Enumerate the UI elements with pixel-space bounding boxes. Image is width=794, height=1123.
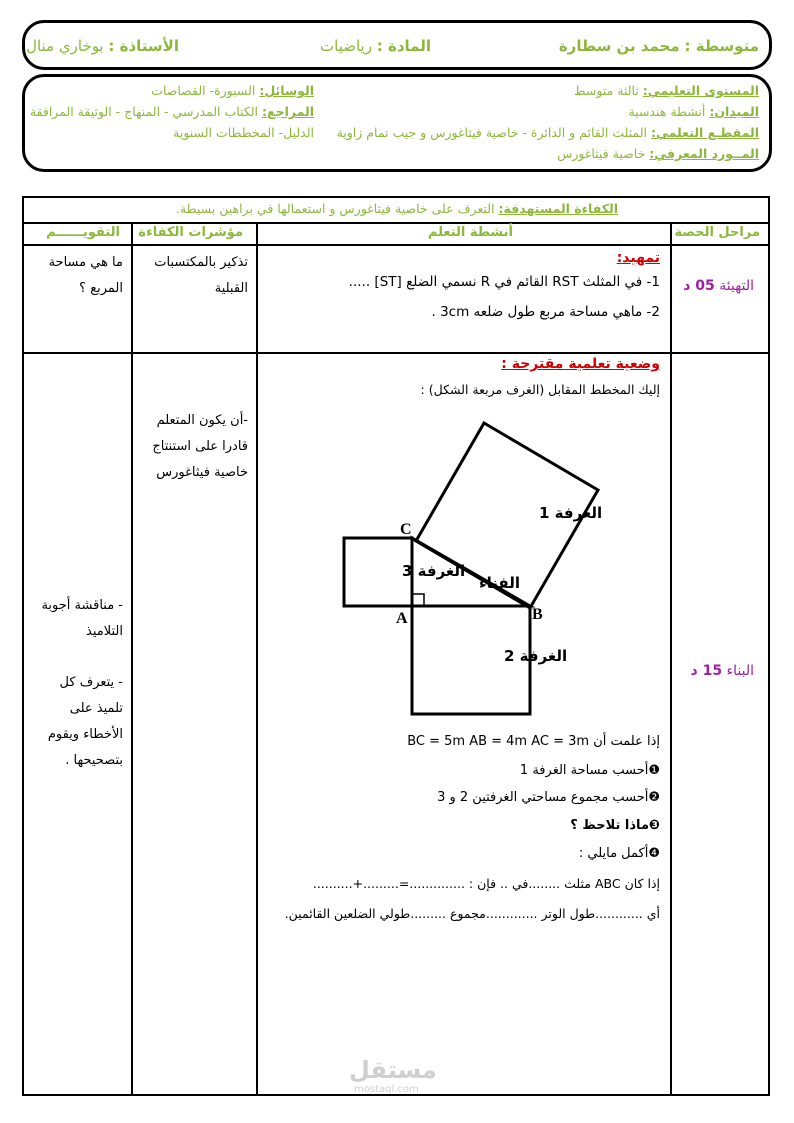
vertex-c: C xyxy=(400,521,412,538)
evaluation-build-1: - مناقشة أجوبة التلاميذ xyxy=(41,598,123,639)
indicator-warmup: تذكير بالمكتسبات القبلية xyxy=(154,255,248,296)
question-1: ❶أحسب مساحة الغرفة 1 xyxy=(519,763,660,778)
col-stages: مراحل الحصة xyxy=(674,225,760,240)
references: المراجع: الكتاب المدرسي - المنهاج - الوثيقة المرافقة xyxy=(29,104,314,119)
watermark-arabic: مستقل xyxy=(349,1056,437,1084)
room1-label: الغرفة 1 xyxy=(539,504,603,522)
fill-line-2: أي ............طول الوتر .............مجموع .........طولي الضلعين القائمين. xyxy=(284,906,660,921)
question-4: ❹أكمل مايلي : xyxy=(578,846,660,861)
warmup-title: تمهيد: xyxy=(616,250,660,266)
tools: الوسائل: السبورة- القصاصات xyxy=(151,83,314,98)
situation-title: وضعية تعلمية مقترحة : xyxy=(501,356,660,372)
guide: الدليل- المخططات السنوية xyxy=(173,125,314,140)
warmup-line2: 2- ماهي مساحة مربع طول ضلعه 3cm . xyxy=(431,304,660,320)
pythagoras-figure xyxy=(324,408,644,728)
col-evaluation: التقويــــــم xyxy=(46,225,120,240)
watermark-latin: mostaql.com xyxy=(354,1084,419,1095)
lesson-table xyxy=(22,196,770,1096)
evaluation-build-2: - يتعرف كل تلميذ على الأخطاء ويقوم بتصحيحها . xyxy=(47,675,123,768)
competence: الكفاءة المستهدفة: التعرف على خاصية فيثاغورس و استعمالها في براهين بسيطة. xyxy=(175,201,618,216)
fill-line-1: إذا كان ABC مثلث ........في .. فإن : ..............=.........+.......... xyxy=(312,876,660,891)
situation-intro: إليك المخطط المقابل (الغرف مربعة الشكل) : xyxy=(420,382,660,397)
resource: المــورد المعرفي: خاصية فيثاغورس xyxy=(557,146,759,161)
level: المستوى التعليمي: ثالثة متوسط xyxy=(574,83,759,98)
room3-label: الغرفة 3 xyxy=(402,562,466,580)
subject: المادة : رياضيات xyxy=(320,37,431,55)
courtyard-label: الفناء xyxy=(479,574,520,592)
given-lengths: إذا علمت أن BC = 5m AB = 4m AC = 3m xyxy=(407,734,660,749)
vertex-a: A xyxy=(396,610,408,627)
stage-warmup: التهيئة 05 د xyxy=(683,278,754,294)
segment: المقطـع التعلمي: المثلث القائم و الدائرة - خاصية فيثاغورس و جيب تمام زاوية xyxy=(336,125,759,140)
question-3: ❸ماذا تلاحظ ؟ xyxy=(570,818,660,833)
field: الميدان: أنشطة هندسية xyxy=(628,104,759,119)
warmup-line1: 1- في المثلث RST القائم في R نسمي الضلع [ST] ..... xyxy=(348,274,660,290)
room2-label: الغرفة 2 xyxy=(504,647,568,665)
stage-build: البناء 15 د xyxy=(690,663,754,679)
evaluation-warmup: ما هي مساحة المربع ؟ xyxy=(48,255,123,296)
col-activities: أنشطة التعلم xyxy=(427,225,513,240)
teacher: الأستاذة : بوخاري منال xyxy=(26,37,179,55)
header-box xyxy=(22,20,772,70)
indicator-build: -أن يكون المتعلم قادرا على استنتاج خاصية فيثاغورس xyxy=(152,413,248,480)
school: متوسطة : محمد بن سطارة xyxy=(558,37,759,55)
vertex-b: B xyxy=(532,606,543,623)
question-2: ❷أحسب مجموع مساحتي الغرفتين 2 و 3 xyxy=(437,790,660,805)
col-indicators: مؤشرات الكفاءة xyxy=(138,225,243,240)
info-box xyxy=(22,74,772,172)
